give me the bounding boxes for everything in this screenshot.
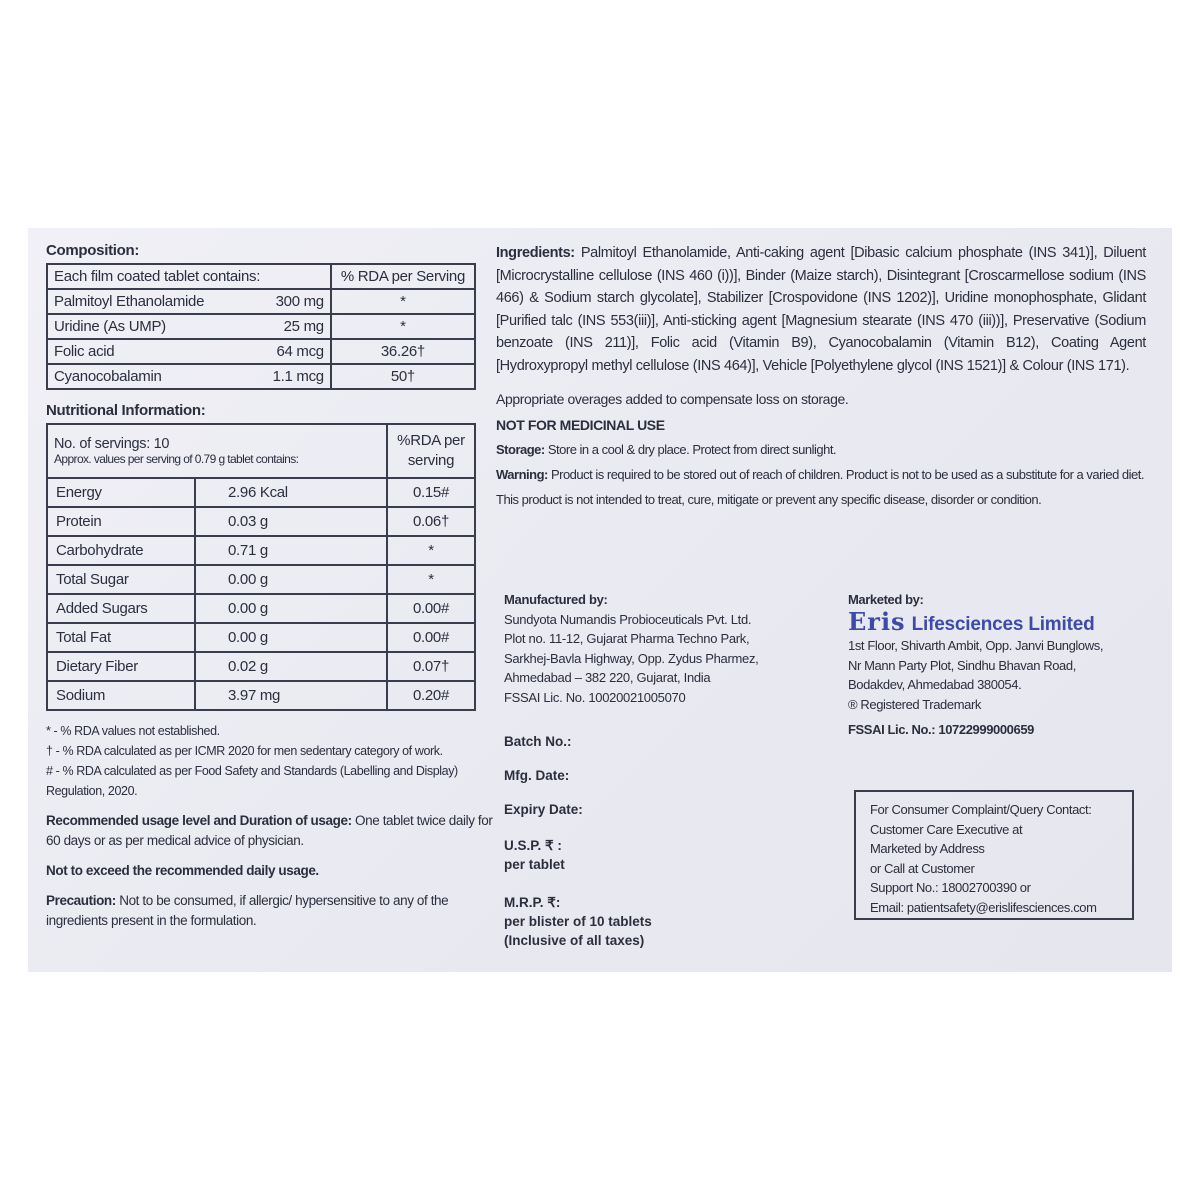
- table-row: [47, 364, 475, 389]
- table-row: [47, 264, 475, 289]
- nutrient-value: 0.02 g: [195, 652, 387, 681]
- nutrient-name: Protein: [47, 507, 195, 536]
- manufacturer-line: FSSAI Lic. No. 10020021005070: [504, 689, 686, 705]
- precaution-label: Precaution:: [46, 893, 116, 908]
- footnote-hash: # - % RDA calculated as per Food Safety and Standards (Labelling and Display) Regulation, 2020.: [46, 764, 458, 798]
- manufacturer-heading: Manufactured by:: [504, 592, 608, 607]
- contact-line: Marketed by Address: [870, 841, 985, 856]
- servings-count: No. of servings: 10: [54, 436, 170, 452]
- usage-body: One tablet twice daily for 60 days or as per medical advice of physician.: [46, 813, 493, 848]
- table-row: [47, 424, 475, 478]
- contact-line: For Consumer Complaint/Query Contact:: [870, 802, 1092, 817]
- ingredient-rda: 36.26†: [331, 339, 475, 364]
- ingredient-name: Uridine (As UMP): [47, 314, 251, 339]
- nutrient-value: 3.97 mg: [195, 681, 387, 710]
- storage-label: Storage:: [496, 442, 545, 457]
- contact-line: Support No.: 18002700390 or: [870, 880, 1031, 895]
- marketer-fssai: FSSAI Lic. No.: 10722999000659: [848, 722, 1035, 737]
- nutrient-value: 2.96 Kcal: [195, 478, 387, 507]
- table-row: [47, 594, 475, 623]
- table-row: [47, 314, 475, 339]
- not-exceed-label: Not to exceed the recommended daily usage.: [46, 863, 319, 878]
- marketer-line: Nr Mann Party Plot, Sindhu Bhavan Road,: [848, 657, 1076, 673]
- batch-info: [504, 734, 764, 969]
- nutrient-rda: *: [387, 565, 475, 594]
- nutrient-rda: 0.20#: [387, 681, 475, 710]
- mrp-block: [504, 893, 764, 950]
- usp-label: U.S.P. ₹ :: [504, 838, 562, 853]
- ingredient-rda: *: [331, 314, 475, 339]
- footnotes: [46, 721, 496, 801]
- usage-text: [46, 811, 496, 851]
- mrp-label: M.R.P. ₹:: [504, 895, 561, 910]
- table-row: [47, 507, 475, 536]
- manufacturer-line: Plot no. 11-12, Gujarat Pharma Techno Park,: [504, 631, 750, 646]
- marketer-block: [848, 590, 1148, 740]
- nutrient-name: Sodium: [47, 681, 195, 710]
- footnote-dagger: † - % RDA calculated as per ICMR 2020 for men sedentary category of work.: [46, 744, 443, 758]
- servings-cell: [47, 424, 387, 478]
- nutrient-rda: 0.06†: [387, 507, 475, 536]
- mrp-sub: per blister of 10 tablets: [504, 914, 652, 929]
- ingredient-qty: 64 mcg: [251, 339, 331, 364]
- marketer-line: ® Registered Trademark: [848, 696, 982, 712]
- mrp-tax: (Inclusive of all taxes): [504, 933, 645, 948]
- composition-table: [46, 263, 476, 390]
- logo-mark: Eris: [848, 606, 906, 636]
- ingredient-name: Folic acid: [47, 339, 251, 364]
- nutrient-rda: *: [387, 536, 475, 565]
- nutrient-rda: 0.15#: [387, 478, 475, 507]
- ingredient-qty: 1.1 mcg: [251, 364, 331, 389]
- contact-line: Email: patientsafety@erislifesciences.com: [870, 899, 1097, 915]
- ingredients-text: [496, 242, 1146, 377]
- precaution-text: [46, 891, 496, 931]
- mfg-date-label: Mfg. Date:: [504, 768, 570, 783]
- consumer-contact-box: [854, 790, 1134, 920]
- nutrient-name: Dietary Fiber: [47, 652, 195, 681]
- nutrient-rda: 0.00#: [387, 623, 475, 652]
- ingredients-label: Ingredients:: [496, 245, 575, 261]
- ingredient-name: Palmitoyl Ethanolamide: [47, 289, 251, 314]
- nutrient-name: Added Sugars: [47, 594, 195, 623]
- table-row: [47, 339, 475, 364]
- usage-label: Recommended usage level and Duration of usage:: [46, 813, 352, 828]
- nutrient-value: 0.03 g: [195, 507, 387, 536]
- nutrient-value: 0.00 g: [195, 623, 387, 652]
- nutrient-name: Total Fat: [47, 623, 195, 652]
- contact-line: or Call at Customer: [870, 860, 975, 876]
- overages-text: Appropriate overages added to compensate loss on storage.: [496, 391, 849, 407]
- ingredient-rda: *: [331, 289, 475, 314]
- warning-label: Warning:: [496, 467, 548, 482]
- disclaimer-text: This product is not intended to treat, cure, mitigate or prevent any specific disease, disorder or condition.: [496, 492, 1042, 507]
- marketer-heading: Marketed by:: [848, 592, 924, 607]
- left-column: [46, 242, 496, 931]
- table-row: [47, 565, 475, 594]
- manufacturer-line: Sarkhej-Bavla Highway, Opp. Zydus Pharmez,: [504, 650, 759, 666]
- expiry-date-label: Expiry Date:: [504, 802, 583, 817]
- table-row: [47, 289, 475, 314]
- right-column: [496, 242, 1146, 948]
- approx-note: Approx. values per serving of 0.79 g tablet contains:: [54, 452, 299, 466]
- usp-sub: per tablet: [504, 857, 565, 872]
- table-row: [47, 652, 475, 681]
- table-row: [47, 536, 475, 565]
- nutrient-value: 0.00 g: [195, 565, 387, 594]
- ingredients-body: Palmitoyl Ethanolamide, Anti-caking agent [Dibasic calcium phosphate (INS 341)], Diluent [Microcrystalline cellulose (INS 460 (i))], Binder (Maize starch), Disintegrant [Croscarmellose sodium (INS 466) & Sodium starch glycolate], Stabilizer [Crospovidone (INS 1202)], Uridine monophosphate, Glidant [Purified talc (INS 553(iii)], Anti-sticking agent [Magnesium stearate (INS 470 (iii))], Preservative (Sodium benzoate (INS 211)], Folic acid (Vitamin B9), Cyanocobalamin (Vitamin B12), Coating Agent [Hydroxypropyl methyl cellulose (INS 464)], Vehicle [Polyethylene glycol (INS 1521)] & Colour (INS 171).: [496, 245, 1146, 374]
- nutrient-name: Carbohydrate: [47, 536, 195, 565]
- table-row: [47, 623, 475, 652]
- rda-header: %RDA per serving: [387, 424, 475, 478]
- nutrient-rda: 0.07†: [387, 652, 475, 681]
- footnote-asterisk: * - % RDA values not established.: [46, 724, 220, 738]
- ingredient-qty: 25 mg: [251, 314, 331, 339]
- warning-body: Product is required to be stored out of reach of children. Product is not to be used as a substitute for a varied diet.: [547, 467, 1144, 482]
- table-row: [47, 478, 475, 507]
- manufacturer-block: [504, 590, 824, 707]
- storage-text: [496, 439, 1146, 460]
- usp-block: [504, 836, 764, 874]
- ingredient-name: Cyanocobalamin: [47, 364, 251, 389]
- nutrient-name: Energy: [47, 478, 195, 507]
- contact-line: Customer Care Executive at: [870, 821, 1023, 837]
- not-medicinal-text: [496, 417, 1146, 433]
- composition-heading: Composition:: [46, 242, 140, 259]
- not-exceed-text: [46, 861, 496, 881]
- manufacturer-line: Ahmedabad – 382 220, Gujarat, India: [504, 670, 711, 685]
- batch-label: Batch No.:: [504, 734, 572, 749]
- nutrition-heading: Nutritional Information:: [46, 402, 206, 419]
- table-row: [47, 681, 475, 710]
- marketer-line: 1st Floor, Shivarth Ambit, Opp. Janvi Bunglows,: [848, 638, 1104, 653]
- manufacturer-line: Sundyota Numandis Probioceuticals Pvt. Ltd.: [504, 611, 752, 627]
- nutrient-value: 0.00 g: [195, 594, 387, 623]
- warning-text: [496, 464, 1146, 485]
- ingredient-rda: 50†: [331, 364, 475, 389]
- label-panel: [28, 228, 1172, 972]
- composition-header: Each film coated tablet contains:: [47, 264, 331, 289]
- marketer-line: Bodakdev, Ahmedabad 380054.: [848, 677, 1022, 692]
- ingredient-qty: 300 mg: [251, 289, 331, 314]
- nutrient-name: Total Sugar: [47, 565, 195, 594]
- nutrient-rda: 0.00#: [387, 594, 475, 623]
- nutrient-value: 0.71 g: [195, 536, 387, 565]
- logo-text: Lifesciences Limited: [911, 613, 1095, 635]
- precaution-body: Not to be consumed, if allergic/ hypersensitive to any of the ingredients present in the formulation.: [46, 893, 449, 928]
- not-medicinal-label: NOT FOR MEDICINAL USE: [496, 417, 665, 433]
- nutrition-table: [46, 423, 476, 711]
- eris-logo: [848, 606, 1148, 636]
- storage-body: Store in a cool & dry place. Protect from direct sunlight.: [544, 442, 837, 457]
- composition-rda-header: % RDA per Serving: [331, 264, 475, 289]
